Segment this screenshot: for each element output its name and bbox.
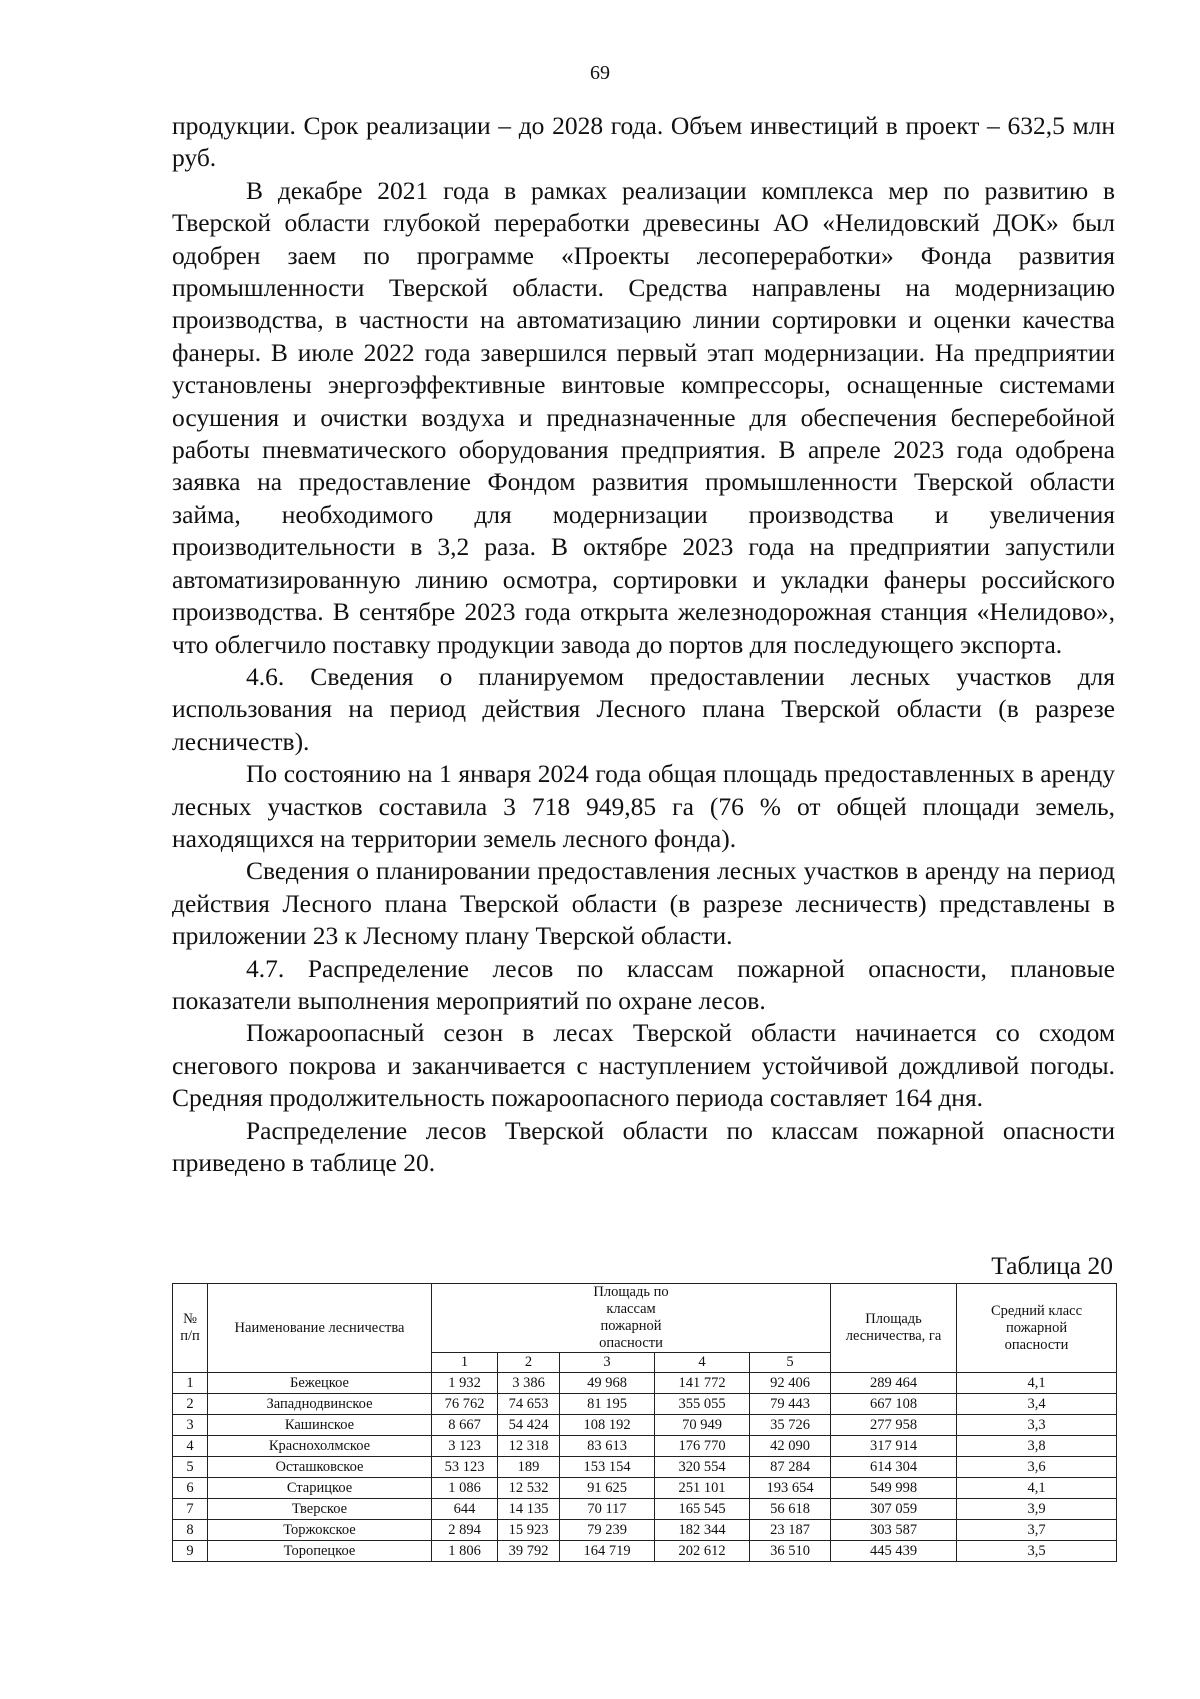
cell-area: 307 059 [831, 1499, 957, 1520]
cell-c3: 79 239 [560, 1520, 655, 1541]
cell-avg: 3,7 [957, 1520, 1117, 1541]
cell-name: Осташковское [208, 1457, 432, 1478]
header-class-3: 3 [560, 1353, 655, 1373]
cell-c1: 1 932 [432, 1373, 498, 1394]
cell-c2: 74 653 [498, 1394, 560, 1415]
cell-c1: 76 762 [432, 1394, 498, 1415]
cell-c4: 141 772 [655, 1373, 750, 1394]
cell-avg: 3,6 [957, 1457, 1117, 1478]
cell-c2: 14 135 [498, 1499, 560, 1520]
table-body [173, 1373, 1117, 1562]
cell-c2: 12 318 [498, 1436, 560, 1457]
header-class-5: 5 [750, 1353, 831, 1373]
paragraph: 4.6. Сведения о планируемом предоставлении лесных участков для использования на период действия Лесного плана Тверской области (в разрезе лесничеств). [172, 661, 1115, 756]
table-row [173, 1499, 1117, 1520]
cell-area: 445 439 [831, 1541, 957, 1562]
cell-c4: 202 612 [655, 1541, 750, 1562]
table-row [173, 1394, 1117, 1415]
header-classes-group: Площадь по классам пожарной опасности [432, 1284, 831, 1353]
cell-name: Краснохолмское [208, 1436, 432, 1457]
cell-c5: 79 443 [750, 1394, 831, 1415]
table-row [173, 1520, 1117, 1541]
header-class-1: 1 [432, 1353, 498, 1373]
cell-c1: 644 [432, 1499, 498, 1520]
cell-area: 289 464 [831, 1373, 957, 1394]
cell-name: Западнодвинское [208, 1394, 432, 1415]
paragraph: 4.7. Распределение лесов по классам пожарной опасности, плановые показатели выполнения мероприятий по охране лесов. [172, 953, 1115, 1015]
paragraph: продукции. Срок реализации – до 2028 года. Объем инвестиций в проект – 632,5 млн руб. [172, 111, 1115, 173]
cell-c4: 70 949 [655, 1415, 750, 1436]
cell-c3: 91 625 [560, 1478, 655, 1499]
cell-c5: 56 618 [750, 1499, 831, 1520]
cell-area: 303 587 [831, 1520, 957, 1541]
cell-area: 549 998 [831, 1478, 957, 1499]
cell-name: Торопецкое [208, 1541, 432, 1562]
cell-c3: 108 192 [560, 1415, 655, 1436]
cell-num: 9 [173, 1541, 208, 1562]
table-caption: Таблица 20 [991, 1251, 1113, 1280]
table-row [173, 1541, 1117, 1562]
cell-avg: 4,1 [957, 1478, 1117, 1499]
cell-c2: 3 386 [498, 1373, 560, 1394]
paragraph: Пожароопасный сезон в лесах Тверской области начинается со сходом снегового покрова и заканчивается с наступлением устойчивой дождливой погоды. Средняя продолжительность пожароопасного периода составляет 164 дня. [172, 1018, 1115, 1113]
cell-c3: 83 613 [560, 1436, 655, 1457]
cell-c5: 35 726 [750, 1415, 831, 1436]
cell-area: 614 304 [831, 1457, 957, 1478]
header-name: Наименование лесничества [208, 1284, 432, 1373]
cell-c4: 355 055 [655, 1394, 750, 1415]
cell-c4: 165 545 [655, 1499, 750, 1520]
cell-num: 4 [173, 1436, 208, 1457]
cell-c4: 176 770 [655, 1436, 750, 1457]
body-text [172, 110, 1115, 1179]
cell-avg: 3,5 [957, 1541, 1117, 1562]
table-row [173, 1373, 1117, 1394]
cell-avg: 3,9 [957, 1499, 1117, 1520]
table-row [173, 1415, 1117, 1436]
cell-c3: 153 154 [560, 1457, 655, 1478]
cell-num: 6 [173, 1478, 208, 1499]
cell-avg: 3,3 [957, 1415, 1117, 1436]
cell-c2: 12 532 [498, 1478, 560, 1499]
cell-c2: 15 923 [498, 1520, 560, 1541]
header-avg-class: Средний класс пожарной опасности [957, 1284, 1117, 1373]
cell-num: 8 [173, 1520, 208, 1541]
cell-num: 2 [173, 1394, 208, 1415]
cell-c5: 36 510 [750, 1541, 831, 1562]
cell-c3: 70 117 [560, 1499, 655, 1520]
header-class-4: 4 [655, 1353, 750, 1373]
table-row [173, 1436, 1117, 1457]
header-num: № п/п [173, 1284, 208, 1373]
cell-c3: 49 968 [560, 1373, 655, 1394]
cell-c3: 81 195 [560, 1394, 655, 1415]
cell-c2: 189 [498, 1457, 560, 1478]
cell-num: 7 [173, 1499, 208, 1520]
cell-name: Бежецкое [208, 1373, 432, 1394]
paragraph: Распределение лесов Тверской области по классам пожарной опасности приведено в таблице 20. [172, 1115, 1115, 1177]
table-row [173, 1478, 1117, 1499]
paragraph: По состоянию на 1 января 2024 года общая площадь предоставленных в аренду лесных участков составила 3 718 949,85 га (76 % от общей площади земель, находящихся на территории земель лесного фонда). [172, 759, 1115, 853]
cell-area: 667 108 [831, 1394, 957, 1415]
cell-name: Тверское [208, 1499, 432, 1520]
cell-area: 317 914 [831, 1436, 957, 1457]
cell-c1: 53 123 [432, 1457, 498, 1478]
cell-c5: 23 187 [750, 1520, 831, 1541]
header-area: Площадь лесничества, га [831, 1284, 957, 1373]
cell-c1: 8 667 [432, 1415, 498, 1436]
paragraph: В декабре 2021 года в рамках реализации комплекса мер по развитию в Тверской области глубокой переработки древесины АО «Нелидовский ДОК» был одобрен заем по программе «Проекты лесопереработки» Фонда развития промышленности Тверской области. Средства направлены на модернизацию производства, в частности на автоматизацию линии сортировки и оценки качества фанеры. В июле 2022 года завершился первый этап модернизации. На предприятии установлены энергоэффективные винтовые компрессоры, оснащенные системами осушения и очистки воздуха и предназначенные для обеспечения бесперебойной работы пневматического оборудования предприятия. В апреле 2023 года одобрена заявка на предоставление Фондом развития промышленности Тверской области займа, необходимого для модернизации производства и увеличения производительности в 3,2 раза. В октябре 2023 года на предприятии запустили автоматизированную линию осмотра, сортировки и укладки фанеры российского производства. В сентябре 2023 года открыта железнодорожная станция «Нелидово», что облегчило поставку продукции завода до портов для последующего экспорта. [172, 175, 1115, 659]
cell-c5: 42 090 [750, 1436, 831, 1457]
cell-c1: 2 894 [432, 1520, 498, 1541]
fire-class-table [172, 1283, 1117, 1562]
cell-name: Кашинское [208, 1415, 432, 1436]
cell-avg: 4,1 [957, 1373, 1117, 1394]
page-number: 69 [590, 62, 610, 84]
cell-c3: 164 719 [560, 1541, 655, 1562]
cell-c4: 320 554 [655, 1457, 750, 1478]
cell-num: 1 [173, 1373, 208, 1394]
cell-c2: 39 792 [498, 1541, 560, 1562]
cell-c1: 1 806 [432, 1541, 498, 1562]
cell-avg: 3,8 [957, 1436, 1117, 1457]
cell-c1: 1 086 [432, 1478, 498, 1499]
cell-avg: 3,4 [957, 1394, 1117, 1415]
cell-name: Торжокское [208, 1520, 432, 1541]
header-class-2: 2 [498, 1353, 560, 1373]
cell-c4: 182 344 [655, 1520, 750, 1541]
cell-c5: 87 284 [750, 1457, 831, 1478]
cell-c4: 251 101 [655, 1478, 750, 1499]
cell-num: 3 [173, 1415, 208, 1436]
table-row [173, 1457, 1117, 1478]
cell-area: 277 958 [831, 1415, 957, 1436]
cell-c2: 54 424 [498, 1415, 560, 1436]
cell-num: 5 [173, 1457, 208, 1478]
cell-c5: 193 654 [750, 1478, 831, 1499]
paragraph: Сведения о планировании предоставления лесных участков в аренду на период действия Лесного плана Тверской области (в разрезе лесничеств) представлены в приложении 23 к Лесному плану Тверской области. [172, 856, 1115, 951]
cell-c5: 92 406 [750, 1373, 831, 1394]
cell-c1: 3 123 [432, 1436, 498, 1457]
cell-name: Старицкое [208, 1478, 432, 1499]
